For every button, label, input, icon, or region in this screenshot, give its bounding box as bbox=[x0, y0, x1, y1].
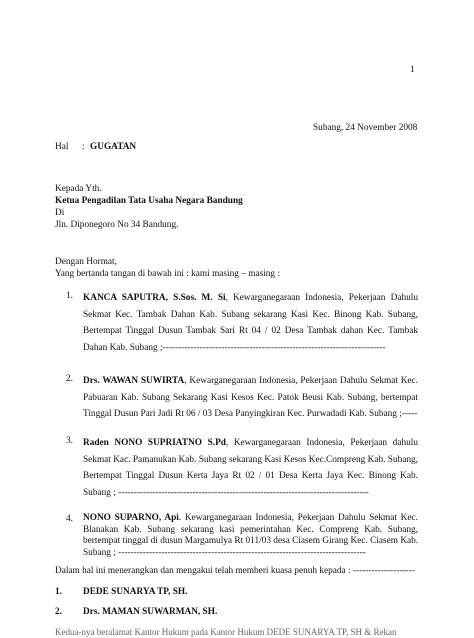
party-item-4 bbox=[66, 513, 418, 559]
party-number: 1. bbox=[66, 291, 73, 301]
party-line: , Kewarganegaraan Indonesia, Pekerjaan Dahulu Sekmat Kec. bbox=[184, 376, 418, 386]
party-line: Pabuaran Kab. Subang Sekarang Kasi Kesos Kec. Patok Beusi Kab. Subang, bertempat bbox=[83, 392, 418, 403]
date-place: Subang, 24 November 2008 bbox=[313, 123, 418, 133]
counsel-number: 1. bbox=[55, 587, 62, 597]
subject-colon: : bbox=[82, 142, 85, 152]
party-line: , Kewarganegaraan Indonesia, Pekerjaan Dahulu bbox=[225, 293, 418, 303]
party-line: Dahan Kab. Subang ;------------------------------------------------------------------------ bbox=[83, 342, 386, 353]
party-line: Subang ; --------------------------------------------------------------------------------- bbox=[83, 487, 369, 498]
counsel-item-2 bbox=[55, 606, 217, 618]
subject-label: Hal bbox=[55, 142, 69, 152]
party-line: , Kewarganegaraan Indonesia, Pekerjaan dahulu bbox=[225, 438, 418, 448]
party-item-2 bbox=[66, 373, 418, 423]
greeting-block bbox=[55, 256, 280, 280]
cutoff-text-line: Kedua-nya beralamat Kantor Hukum pada Kantor Hukum DEDE SUNARYA TP, SH & Rekan bbox=[55, 627, 397, 637]
power-of-attorney-statement: Dalam hal ini menerangkan dan mengakui telah memberi kuasa penuh kepada : -------------------- bbox=[55, 566, 415, 576]
party-line: Sekmat Kac. Pamanukan Kab. Subang sekarang Kasi Kesos Kec.Compreng Kab. Subang, bbox=[83, 454, 418, 465]
greeting-line: Dengan Hormat, bbox=[55, 257, 117, 267]
intro-line: Yang bertanda tangan di bawah ini : kami masing – masing : bbox=[55, 269, 280, 279]
addressee-name: Ketua Pengadilan Tata Usaha Negara Bandung bbox=[55, 196, 243, 206]
party-item-1 bbox=[66, 290, 418, 356]
addressee-street: Jln. Diponegoro No 34 Bandung. bbox=[55, 220, 179, 230]
page-number: 1 bbox=[410, 65, 415, 75]
party-line: Tinggal Dusun Pari Jadi Rt 06 / 03 Desa Panyingkiran Kec. Purwadadi Kab. Subang ;----- bbox=[83, 409, 418, 419]
addressee-salutation: Kepada Yth. bbox=[55, 184, 102, 194]
counsel-item-1 bbox=[55, 586, 187, 598]
party-number: 2. bbox=[66, 374, 73, 384]
party-line: Bertempat Tinggal Dusun Kerta Jaya Rt 02 / 01 Desa Kerta Jaya Kec. Binong Kab. bbox=[83, 471, 418, 481]
party-number: 4. bbox=[66, 514, 73, 524]
party-number: 3. bbox=[66, 436, 73, 446]
party-name: NONO SUPARNO, Api bbox=[83, 513, 179, 523]
party-line: Bertempat Tinggal Dusun Tambak Sari Rt 04 / 02 Desa Tambak dahan Kec. Tambak bbox=[83, 326, 418, 336]
addressee-di: Di bbox=[55, 208, 65, 218]
party-name: Raden NONO SUPRIATNO S.Pd bbox=[83, 438, 226, 448]
party-name: Drs. WAWAN SUWIRTA bbox=[83, 376, 185, 386]
party-line: Blanakan Kab. Subang sekarang kasi pemerintahan Kec. Compreng Kab. Subang, bbox=[83, 524, 418, 535]
party-line: . Kewarganegaraan Indonesia, Pekerjaan Dahulu Sekmat Kec. bbox=[178, 513, 418, 523]
counsel-number: 2. bbox=[55, 607, 62, 617]
party-line: Subang ; -------------------------------------------------------------------------------- bbox=[83, 547, 366, 558]
party-item-3 bbox=[66, 435, 418, 501]
party-line: bertempat tinggal di dusun Margamulya Rt 011/03 desa Ciasem Girang Kec. Ciasem Kab. bbox=[83, 536, 419, 546]
party-line: Sekmat Kec. Tambak Dahan Kab. Subang sekarang Kasi Kec. Binong Kab. Subang, bbox=[83, 309, 418, 320]
subject-value: GUGATAN bbox=[90, 142, 137, 152]
counsel-name: Drs. MAMAN SUWARMAN, SH. bbox=[83, 607, 218, 617]
addressee-block bbox=[55, 183, 243, 231]
counsel-name: DEDE SUNARYA TP, SH. bbox=[83, 587, 188, 597]
party-name: KANCA SAPUTRA, S.Sos. M. Si bbox=[83, 293, 226, 303]
